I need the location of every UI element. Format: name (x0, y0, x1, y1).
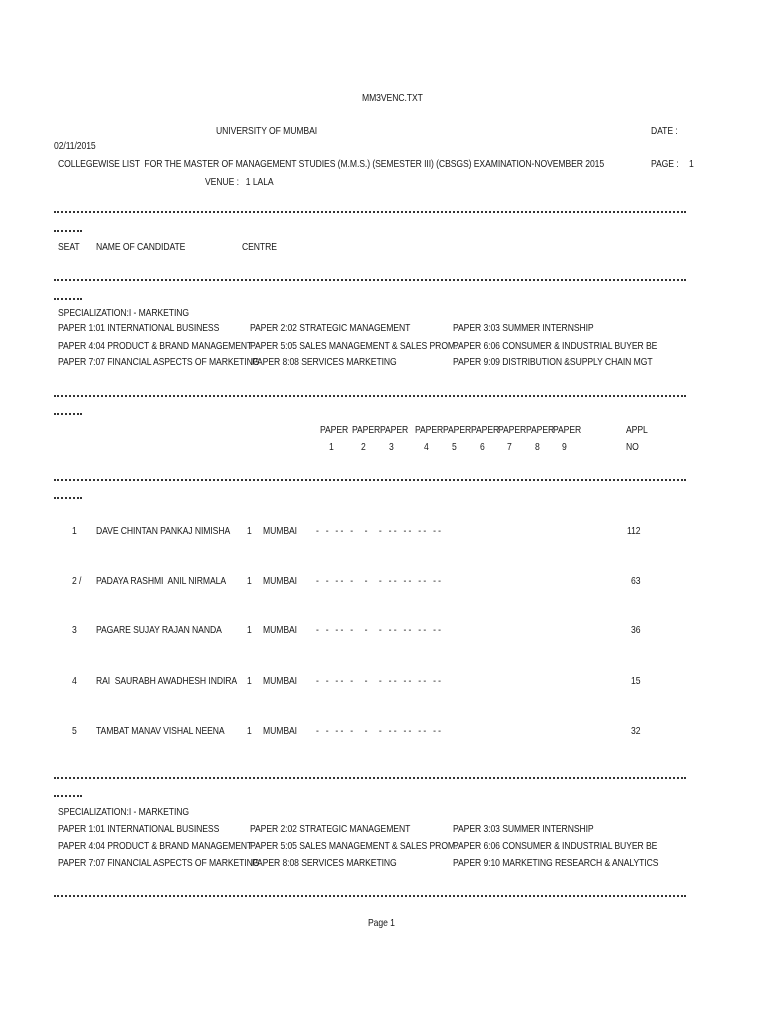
paper-8: PAPER 8:08 SERVICES MARKETING (252, 356, 397, 368)
paper-6: PAPER 6:06 CONSUMER & INDUSTRIAL BUYER BE (453, 340, 658, 352)
paper-1: PAPER 1:01 INTERNATIONAL BUSINESS (58, 322, 220, 334)
paper-marks: - - - - - - - - - - - - - - - (316, 525, 441, 537)
centre-number: 1 (247, 624, 252, 636)
appl-label: APPL (626, 424, 648, 436)
paper-number: 4 (424, 441, 429, 453)
centre-number: 1 (247, 725, 252, 737)
paper-column-label: PAPER (471, 424, 500, 436)
paper-1: PAPER 1:01 INTERNATIONAL BUSINESS (58, 823, 220, 835)
paper-number: 6 (480, 441, 485, 453)
list-title: COLLEGEWISE LIST FOR THE MASTER OF MANAGEMENT STUDIES (M.M.S.) (SEMESTER III) (CBSGS) EXAMINATION-NOVEMBER 2015 (58, 158, 605, 170)
column-name: NAME OF CANDIDATE (96, 241, 186, 253)
paper-number: 8 (535, 441, 540, 453)
file-title: MM3VENC.TXT (362, 92, 423, 104)
paper-7: PAPER 7:07 FINANCIAL ASPECTS OF MARKETING (58, 356, 260, 368)
column-seat: SEAT (58, 241, 80, 253)
separator-line-tail (54, 413, 82, 418)
separator-line (54, 395, 686, 400)
paper-number: 5 (452, 441, 457, 453)
appl-number: 15 (631, 675, 641, 687)
paper-number: 2 (361, 441, 366, 453)
separator-line-tail (54, 795, 82, 800)
paper-marks: - - - - - - - - - - - - - - - (316, 725, 441, 737)
candidate-name: TAMBAT MANAV VISHAL NEENA (96, 725, 225, 737)
centre-name: MUMBAI (263, 675, 297, 687)
paper-column-label: PAPER (553, 424, 582, 436)
paper-number: 3 (389, 441, 394, 453)
candidate-name: DAVE CHINTAN PANKAJ NIMISHA (96, 525, 231, 537)
candidate-name: PAGARE SUJAY RAJAN NANDA (96, 624, 222, 636)
appl-number: 63 (631, 575, 641, 587)
paper-column-label: PAPER (443, 424, 472, 436)
paper-marks: - - - - - - - - - - - - - - - (316, 675, 441, 687)
centre-number: 1 (247, 525, 252, 537)
page-label: PAGE : (651, 158, 679, 170)
paper-6: PAPER 6:06 CONSUMER & INDUSTRIAL BUYER BE (453, 840, 658, 852)
paper-3: PAPER 3:03 SUMMER INTERNSHIP (453, 823, 594, 835)
paper-4: PAPER 4:04 PRODUCT & BRAND MANAGEMENT (58, 840, 253, 852)
separator-line (54, 479, 686, 484)
paper-column-label: PAPER (498, 424, 527, 436)
date-label: DATE : (651, 125, 678, 137)
separator-line-tail (54, 230, 82, 235)
paper-2: PAPER 2:02 STRATEGIC MANAGEMENT (250, 322, 411, 334)
seat-number: 2 / (72, 575, 82, 587)
paper-4: PAPER 4:04 PRODUCT & BRAND MANAGEMENT (58, 340, 253, 352)
paper-column-label: PAPER (526, 424, 555, 436)
paper-column-label: PAPER (352, 424, 381, 436)
venue: VENUE : 1 LALA (205, 176, 274, 188)
appl-no-label: NO (626, 441, 639, 453)
candidate-name: RAI SAURABH AWADHESH INDIRA (96, 675, 238, 687)
specialization-title: SPECIALIZATION:I - MARKETING (58, 307, 190, 319)
column-centre: CENTRE (242, 241, 277, 253)
paper-3: PAPER 3:03 SUMMER INTERNSHIP (453, 322, 594, 334)
paper-column-label: PAPER (380, 424, 409, 436)
centre-name: MUMBAI (263, 575, 297, 587)
centre-name: MUMBAI (263, 525, 297, 537)
paper-number: 7 (507, 441, 512, 453)
paper-marks: - - - - - - - - - - - - - - - (316, 575, 441, 587)
appl-number: 36 (631, 624, 641, 636)
appl-number: 112 (627, 525, 641, 537)
paper-9: PAPER 9:10 MARKETING RESEARCH & ANALYTICS (453, 857, 659, 869)
page-footer: Page 1 (368, 917, 395, 929)
separator-line (54, 777, 686, 782)
paper-8: PAPER 8:08 SERVICES MARKETING (252, 857, 397, 869)
candidate-name: PADAYA RASHMI ANIL NIRMALA (96, 575, 227, 587)
paper-marks: - - - - - - - - - - - - - - - (316, 624, 441, 636)
separator-line (54, 279, 686, 284)
paper-5: PAPER 5:05 SALES MANAGEMENT & SALES PROM. (250, 340, 458, 352)
seat-number: 3 (72, 624, 77, 636)
separator-line (54, 895, 686, 900)
separator-line-tail (54, 497, 82, 502)
paper-number: 9 (562, 441, 567, 453)
centre-number: 1 (247, 575, 252, 587)
paper-2: PAPER 2:02 STRATEGIC MANAGEMENT (250, 823, 411, 835)
paper-number: 1 (329, 441, 334, 453)
separator-line (54, 211, 686, 216)
university-name: UNIVERSITY OF MUMBAI (216, 125, 318, 137)
page-number: 1 (689, 158, 694, 170)
centre-number: 1 (247, 675, 252, 687)
paper-column-label: PAPER (415, 424, 444, 436)
date-value: 02/11/2015 (54, 140, 96, 152)
specialization-title: SPECIALIZATION:I - MARKETING (58, 806, 190, 818)
paper-5: PAPER 5:05 SALES MANAGEMENT & SALES PROM. (250, 840, 458, 852)
paper-7: PAPER 7:07 FINANCIAL ASPECTS OF MARKETING (58, 857, 260, 869)
centre-name: MUMBAI (263, 624, 297, 636)
centre-name: MUMBAI (263, 725, 297, 737)
separator-line-tail (54, 298, 82, 303)
paper-column-label: PAPER (320, 424, 349, 436)
seat-number: 4 (72, 675, 77, 687)
seat-number: 1 (72, 525, 77, 537)
seat-number: 5 (72, 725, 77, 737)
paper-9: PAPER 9:09 DISTRIBUTION &SUPPLY CHAIN MGT (453, 356, 653, 368)
appl-number: 32 (631, 725, 641, 737)
